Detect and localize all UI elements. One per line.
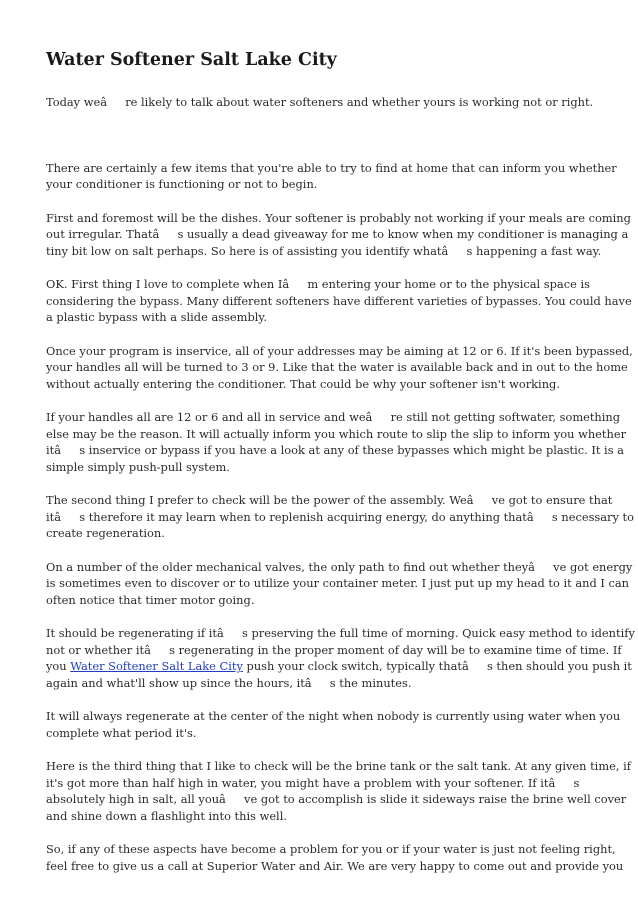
text-line: complete what period it's. bbox=[46, 725, 197, 740]
paragraph bbox=[46, 210, 631, 260]
paragraph bbox=[46, 708, 621, 741]
paragraph bbox=[46, 343, 633, 393]
text-line: So, if any of these aspects have become a problem for you or if your water is just not feeling right, bbox=[46, 842, 616, 856]
text-line: else may be the reason. It will actually inform you which route to slip the slip to inform you whether bbox=[46, 426, 627, 441]
text-line: It will always regenerate at the center of the night when nobody is currently using water when you bbox=[46, 709, 621, 723]
text-line: not or whether itâs regenerating in the proper moment of day will be to examine time of time. If bbox=[46, 642, 622, 657]
body-text bbox=[46, 94, 635, 874]
text-line: create regeneration. bbox=[46, 526, 165, 540]
paragraph bbox=[46, 559, 633, 609]
text-line: your conditioner is functioning or not to begin. bbox=[46, 177, 318, 191]
text-line: and shine down a flashlight into this well. bbox=[46, 808, 287, 823]
text-line: a plastic bypass with a slide assembly. bbox=[46, 310, 267, 324]
text-line: feel free to give us a call at Superior Water and Air. We are very happy to come out and provide you bbox=[46, 858, 624, 873]
text-line: Once your program is inservice, all of your addresses may be aiming at 12 or 6. If it's been bypassed, bbox=[46, 343, 633, 358]
text-line: OK. First thing I love to complete when Iâm entering your home or to the physical space is bbox=[46, 277, 590, 291]
document-page bbox=[46, 48, 635, 891]
text-line: is sometimes even to discover or to utilize your container meter. I just put up my head to it and I can bbox=[46, 576, 629, 590]
text-line: your handles all will be turned to 3 or 9. Like that the water is available back and in out to the home bbox=[46, 360, 628, 374]
paragraph bbox=[46, 94, 594, 111]
text-line: it's got more than half high in water, you might have a problem with your softener. If itâs bbox=[46, 775, 580, 790]
text-line: The second thing I prefer to check will be the power of the assembly. Weâve got to ensure that bbox=[46, 493, 613, 507]
paragraph bbox=[46, 625, 635, 691]
text-line: itâs therefore it may learn when to replenish acquiring energy, do anything thatâs necessary to bbox=[46, 509, 634, 524]
text-line-with-link bbox=[46, 658, 632, 675]
paragraph bbox=[46, 160, 617, 193]
text-line: There are certainly a few items that you're able to try to find at home that can inform you whether bbox=[46, 160, 617, 175]
text-line: absolutely high in salt, all youâve got to accomplish is slide it sideways raise the brine well cover bbox=[46, 792, 627, 806]
text-line: tiny bit low on salt perhaps. So here is of assisting you identify whatâs happening a fast way. bbox=[46, 243, 602, 258]
text-line: It should be regenerating if itâs preserving the full time of morning. Quick easy method to identify bbox=[46, 626, 635, 640]
paragraph bbox=[46, 841, 624, 874]
text-line: considering the bypass. Many different softeners have different varieties of bypasses. You could have bbox=[46, 293, 632, 308]
text-line: On a number of the older mechanical valves, the only path to find out whether theyâve got energy bbox=[46, 559, 633, 574]
paragraph bbox=[46, 276, 632, 326]
paragraph bbox=[46, 409, 627, 475]
text-line: itâs inservice or bypass if you have a look at any of these bypasses which might be plastic. It is a bbox=[46, 443, 624, 457]
link-line-suffix: push your clock switch, typically thatâs then should you push it bbox=[242, 659, 632, 673]
paragraph bbox=[46, 492, 634, 542]
text-line: First and foremost will be the dishes. Your softener is probably not working if your meals are coming bbox=[46, 210, 631, 225]
text-line: Today weâre likely to talk about water softeners and whether yours is working not or right. bbox=[46, 95, 594, 109]
text-line: simple simply push-pull system. bbox=[46, 459, 230, 474]
text-line: out irregular. Thatâs usually a dead giveaway for me to know when my conditioner is managing a bbox=[46, 227, 629, 241]
page-title: Water Softener Salt Lake City bbox=[46, 50, 337, 70]
text-line: Here is the third thing that I like to check will be the brine tank or the salt tank. At any given time, if bbox=[46, 759, 631, 773]
text-line: often notice that timer motor going. bbox=[46, 592, 255, 607]
paragraph bbox=[46, 758, 631, 824]
text-line: without actually entering the conditioner. That could be why your softener isn't working. bbox=[46, 376, 560, 391]
water-softener-link[interactable]: Water Softener Salt Lake City bbox=[70, 659, 243, 673]
link-line-prefix: you bbox=[46, 659, 71, 673]
text-line: again and what'll show up since the hours, itâs the minutes. bbox=[46, 675, 412, 690]
text-line: If your handles all are 12 or 6 and all in service and weâre still not getting softwater, something bbox=[46, 410, 621, 424]
